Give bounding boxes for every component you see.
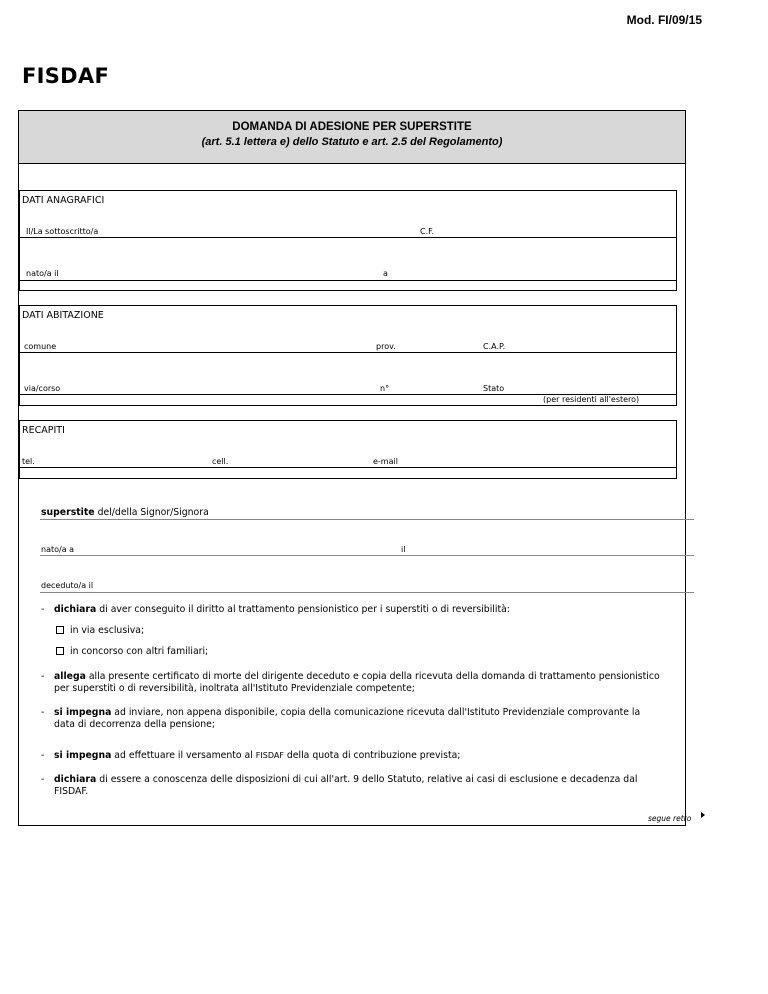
form-title: DOMANDA DI ADESIONE PER SUPERSTITE	[232, 121, 472, 133]
prov-label: prov.	[376, 342, 396, 351]
nato-label: nato/a il	[26, 269, 59, 278]
underline	[40, 555, 694, 556]
option-concorso[interactable]: in concorso con altri familiari;	[56, 646, 208, 657]
stato-label: Stato	[483, 384, 505, 393]
cap-label: C.A.P.	[483, 342, 506, 351]
estero-note: (per residenti all'estero)	[543, 395, 640, 404]
declaration-3: - si impegna ad inviare, non appena disponibile, copia della comunicazione ricevuta dall'Istituto Previdenziale comprovante la data di decorrenza della pensione;	[41, 707, 641, 730]
checkbox[interactable]	[56, 647, 64, 655]
section-title: DATI ABITAZIONE	[22, 310, 104, 321]
nato-a-label: nato/a a	[41, 545, 75, 554]
option-esclusiva[interactable]: in via esclusiva;	[56, 625, 144, 636]
divider	[20, 280, 676, 281]
divider	[20, 352, 676, 353]
underline	[40, 592, 694, 593]
luogo-label: a	[383, 269, 388, 278]
tel-label: tel.	[22, 457, 35, 466]
anagrafici-section	[19, 190, 677, 291]
superstite-label: superstite del/della Signor/Signora	[41, 507, 209, 518]
declaration-4: - si impegna ad effettuare il versamento al FISDAF della quota di contribuzione prevista;	[41, 750, 461, 761]
declaration-1: - dichiara di aver conseguito il diritto al trattamento pensionistico per i superstiti o di reversibilità:	[41, 604, 510, 615]
comune-label: comune	[24, 342, 57, 351]
brand-logo: FISDAF	[22, 64, 110, 88]
declaration-2: - allega alla presente certificato di morte del dirigente deceduto e copia della ricevuta della domanda di trattamento pensionistico per superstiti o di reversibilità, inoltrata all'Istituto Previdenziale competente;	[41, 671, 660, 694]
section-title: RECAPITI	[22, 425, 65, 436]
divider	[20, 237, 676, 238]
sottoscritto-label: Il/La sottoscritto/a	[26, 227, 99, 236]
il-label: il	[401, 545, 406, 554]
segue-retro: segue retro	[648, 814, 692, 823]
recapiti-section	[19, 420, 677, 479]
form-header	[19, 111, 685, 164]
checkbox[interactable]	[56, 626, 64, 634]
deceduto-label: deceduto/a il	[41, 581, 94, 590]
cell-label: cell.	[212, 457, 229, 466]
form-code: Mod. FI/09/15	[626, 13, 702, 27]
arrow-right-icon	[701, 812, 705, 818]
section-title: DATI ANAGRAFICI	[22, 195, 105, 206]
email-label: e-mail	[373, 457, 398, 466]
underline	[40, 519, 694, 520]
divider	[20, 467, 676, 468]
form-subtitle: (art. 5.1 lettera e) dello Statuto e art. 2.5 del Regolamento)	[201, 136, 503, 148]
abitazione-section	[19, 305, 677, 406]
cf-label: C.F.	[420, 227, 434, 236]
numero-label: n°	[380, 384, 390, 393]
via-label: via/corso	[24, 384, 61, 393]
declaration-5: - dichiara di essere a conoscenza delle disposizioni di cui all'art. 9 dello Statuto, relative ai casi di esclusione e decadenza dal FISDAF.	[41, 774, 638, 797]
